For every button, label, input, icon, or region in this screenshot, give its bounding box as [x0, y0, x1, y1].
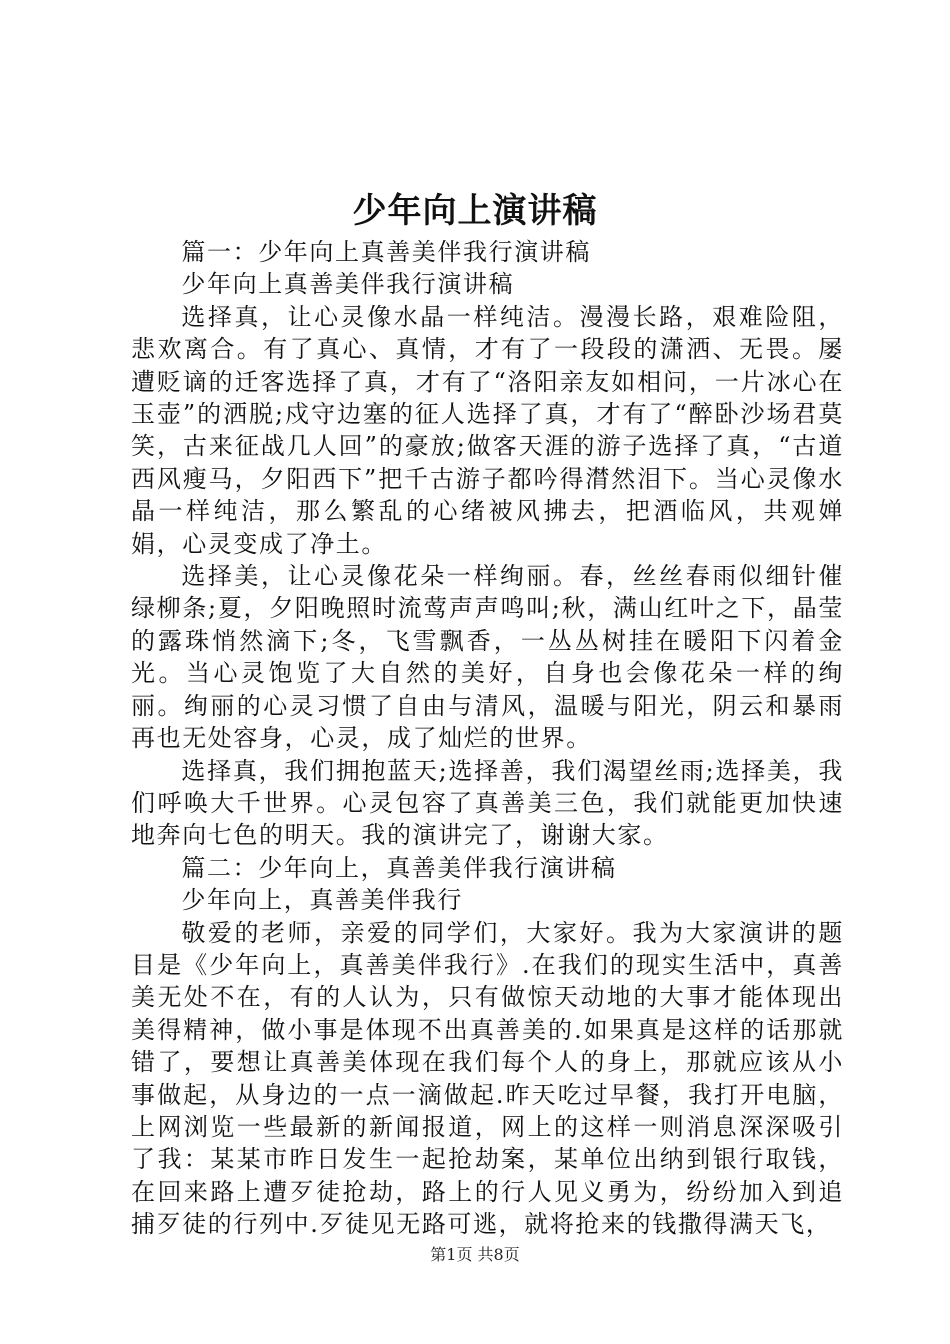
page-footer: 第1页 共8页: [430, 1245, 520, 1264]
section-heading-2: 篇二：少年向上，真善美伴我行演讲稿: [181, 853, 617, 882]
paragraph-conclusion: 选择真，我们拥抱蓝天;选择善，我们渴望丝雨;选择美，我们呼唤大千世界。心灵包容了真善美三色，我们就能更加快速地奔向七色的明天。我的演讲完了，谢谢大家。: [131, 756, 844, 850]
document-body: [131, 236, 844, 1241]
section-heading-1: 篇一：少年向上真善美伴我行演讲稿: [181, 238, 591, 266]
paragraph-beauty: 选择美，让心灵像花朵一样绚丽。春，丝丝春雨似细针催绿柳条;夏，夕阳晚照时流莺声声鸣叫;秋，满山红叶之下，晶莹的露珠悄然滴下;冬，飞雪飘香，一丛丛树挂在暖阳下闪着金光。当心灵饱览了大自然的美好，自身也会像花朵一样的绚丽。绚丽的心灵习惯了自由与清风，温暖与阳光，阴云和暴雨再也无处容身，心灵，成了灿烂的世界。: [131, 562, 844, 753]
document-title: 少年向上演讲稿: [352, 191, 598, 231]
speech-title-2: 少年向上，真善美伴我行: [181, 886, 463, 915]
speech-title-1: 少年向上真善美伴我行演讲稿: [181, 270, 515, 299]
paragraph-speech-2: 敬爱的老师，亲爱的同学们，大家好。我为大家演讲的题目是《少年向上，真善美伴我行》.在我们的现实生活中，真善美无处不在，有的人认为，只有做惊天动地的大事才能体现出美得精神，做小事是体现不出真善美的.如果真是这样的话那就错了，要想让真善美体现在我们每个人的身上，那就应该从小事做起，从身边的一点一滴做起.昨天吃过早餐，我打开电脑，上网浏览一些最新的新闻报道，网上的这样一则消息深深吸引了我：某某市昨日发生一起抢劫案，某单位出纳到银行取钱，在回来路上遭歹徒抢劫，路上的行人见义勇为，纷纷加入到追捕歹徒的行列中.歹徒见无路可逃，就将抢来的钱撒得满天飞，: [131, 918, 844, 1239]
paragraph-truth: 选择真，让心灵像水晶一样纯洁。漫漫长路，艰难险阻，悲欢离合。有了真心、真情，才有了一段段的潇洒、无畏。屡遭贬谪的迁客选择了真，才有了“洛阳亲友如相问，一片冰心在玉壶”的洒脱;戍守边塞的征人选择了真，才有了“醉卧沙场君莫笑，古来征战几人回”的豪放;做客天涯的游子选择了真，“古道西风瘦马，夕阳西下”把千古游子都吟得潸然泪下。当心灵像水晶一样纯洁，那么繁乱的心绪被风拂去，把酒临风，共观婵娟，心灵变成了净土。: [131, 302, 844, 558]
